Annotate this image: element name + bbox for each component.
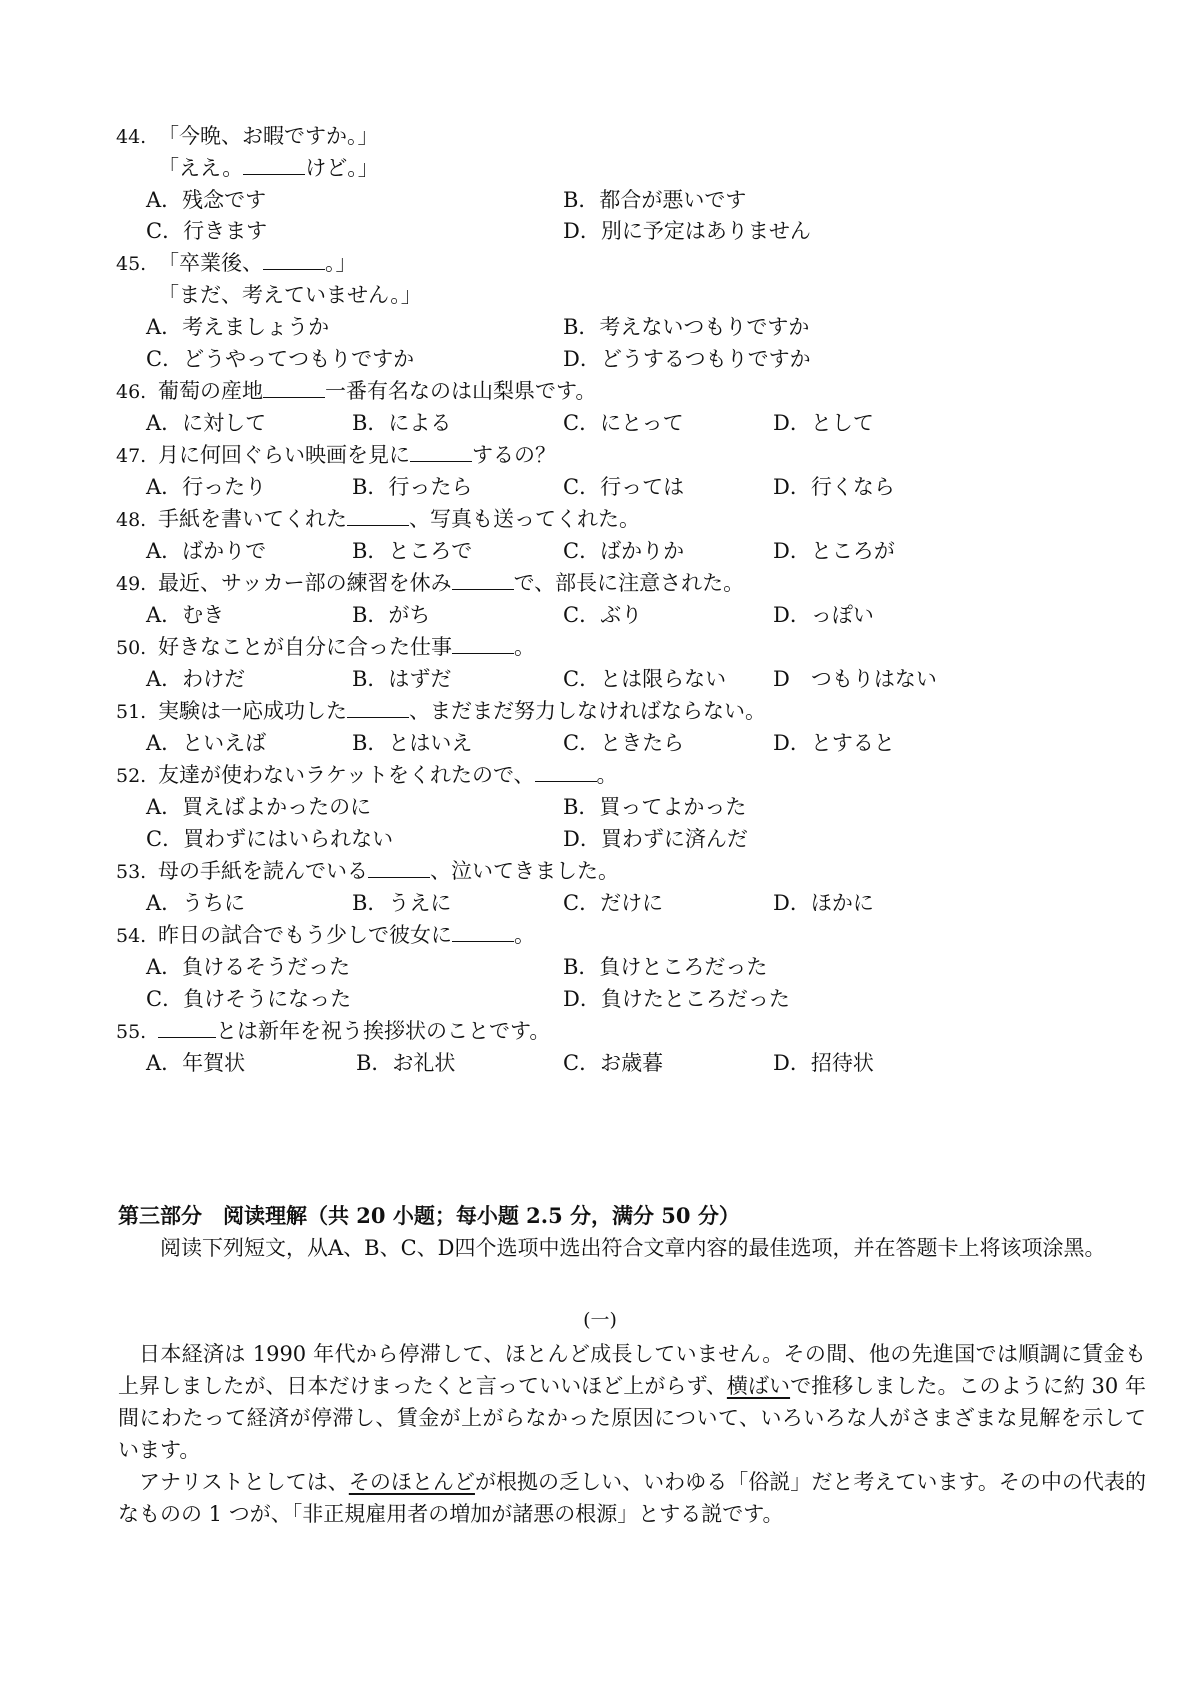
question-number: 44.: [116, 126, 147, 148]
option-a: A．わけだ: [146, 667, 246, 691]
option-d: D．として: [773, 411, 874, 435]
question-45-line2: 「まだ、考えていません。」: [158, 283, 422, 307]
text-segment: 日本経済は 1990 年代から停滞して、ほとんど成長していません。その間、他の先進国では順調に賃金も上昇しましたが、日本だけまったくと言っていいほど上がらず、: [118, 1342, 1146, 1398]
question-51: [116, 695, 766, 725]
question-number: 54.: [116, 925, 147, 947]
option-b: B．がち: [352, 603, 431, 627]
text-segment: 最近、サッカー部の練習を休み: [158, 571, 452, 595]
option-b: B．行ったら: [352, 475, 473, 499]
text-segment: 手紙を書いてくれた: [158, 507, 347, 531]
text-segment: 。: [514, 923, 535, 947]
option-d: D．招待状: [773, 1051, 874, 1075]
text-segment: で、部長に注意された。: [513, 571, 745, 595]
question-number: 52.: [116, 765, 147, 787]
text-segment: で推移しました。このように約 30 年間にわたって経済が停滞し、賃金が上がらなかった原因について、いろいろな人がさまざまな見解を示しています。: [118, 1374, 1146, 1462]
question-number: 53.: [116, 861, 147, 883]
option-b: B．都合が悪いです: [563, 188, 747, 212]
text-segment: 。」: [325, 251, 357, 275]
option-c: C．負けそうになった: [146, 987, 352, 1011]
text-segment: 昨日の試合でもう少しで彼女に: [158, 923, 452, 947]
text-segment: 月に何回ぐらい映画を見に: [158, 443, 410, 467]
option-d: D．行くなら: [773, 475, 895, 499]
option-c: C．ときたら: [563, 731, 685, 755]
answer-blank: [535, 763, 597, 782]
question-49: [116, 567, 744, 597]
option-a: A．残念です: [146, 188, 267, 212]
question-number: 55.: [116, 1021, 147, 1043]
question-number: 45.: [116, 253, 147, 275]
question-50: [116, 631, 535, 661]
section-instruction: 阅读下列短文，从A、B、C、D四个选项中选出符合文章内容的最佳选项，并在答题卡上将该项涂黑。: [160, 1236, 1106, 1260]
option-d: D．どうするつもりですか: [563, 347, 811, 371]
text-segment: 「ええ。: [158, 156, 244, 180]
question-44: [116, 120, 379, 150]
option-b: B．ところで: [352, 539, 473, 563]
option-c: C．ぶり: [563, 603, 643, 627]
text-segment: アナリストとしては、: [139, 1470, 349, 1494]
answer-blank: [452, 571, 514, 590]
option-d: D．買わずに済んだ: [563, 827, 748, 851]
option-b: B．お礼状: [356, 1051, 456, 1075]
question-text: 「今晩、お暇ですか。」: [158, 124, 379, 148]
answer-blank: [368, 859, 430, 878]
option-a: A．買えばよかったのに: [146, 795, 372, 819]
option-c: C．だけに: [563, 891, 664, 915]
option-a: A．行ったり: [146, 475, 267, 499]
option-c: C．にとって: [563, 411, 684, 435]
option-a: A．年賀状: [146, 1051, 246, 1075]
question-number: 48.: [116, 509, 147, 531]
option-c: C．どうやってつもりですか: [146, 347, 415, 371]
text-segment: 一番有名なのは山梨県です。: [325, 379, 597, 403]
option-d: D．ところが: [773, 539, 895, 563]
text-segment: が根拠の乏しい、いわゆる「俗説」だと考えています。その中の代表的なものの 1 つが、「非正規雇用者の増加が諸悪の根源」とする説です。: [118, 1470, 1146, 1526]
question-number: 49.: [116, 573, 147, 595]
passage-paragraph-2: [118, 1466, 1146, 1530]
text-segment: 葡萄の産地: [158, 379, 263, 403]
option-d: D．とすると: [773, 731, 895, 755]
option-c: C．買わずにはいられない: [146, 827, 394, 851]
question-48: [116, 503, 640, 533]
text-segment: 、写真も送ってくれた。: [409, 507, 640, 531]
option-a: A．負けるそうだった: [146, 955, 351, 979]
option-a: A．といえば: [146, 731, 267, 755]
passage-paragraph-1: [118, 1338, 1146, 1466]
option-b: B．買ってよかった: [563, 795, 747, 819]
section-title: 第三部分 阅读理解（共 20 小题；每小题 2.5 分，满分 50 分）: [118, 1203, 740, 1228]
question-46: [116, 375, 596, 405]
underlined-term: そのほとんど: [348, 1470, 475, 1494]
option-b: B．うえに: [352, 891, 452, 915]
answer-blank: [452, 923, 514, 942]
question-number: 47.: [116, 445, 147, 467]
option-d: D つもりはない: [773, 667, 937, 691]
text-segment: 。: [514, 635, 535, 659]
answer-blank: [410, 443, 472, 462]
option-a: A．考えましょうか: [146, 315, 330, 339]
text-segment: 、まだまだ努力しなければならない。: [409, 699, 766, 723]
option-b: B．考えないつもりですか: [563, 315, 810, 339]
option-a: A．に対して: [146, 411, 267, 435]
option-d: D．負けたところだった: [563, 987, 790, 1011]
question-55: [116, 1015, 550, 1045]
text-segment: 、泣いてきました。: [430, 859, 619, 883]
question-45: [116, 247, 357, 277]
underlined-term: 横ばい: [726, 1374, 791, 1398]
option-d: D．っぽい: [773, 603, 874, 627]
option-a: A．むき: [146, 603, 225, 627]
answer-blank: [347, 699, 409, 718]
answer-blank: [243, 156, 305, 175]
text-segment: 母の手紙を読んでいる: [158, 859, 368, 883]
text-segment: するの？: [472, 443, 556, 467]
answer-blank: [158, 1019, 216, 1038]
text-segment: 実験は一応成功した: [158, 699, 347, 723]
text-segment: 友達が使わないラケットをくれたので、: [158, 763, 535, 787]
option-b: B．とはいえ: [352, 731, 473, 755]
option-d: D．ほかに: [773, 891, 874, 915]
answer-blank: [263, 379, 325, 398]
question-52: [116, 759, 618, 789]
text-segment: 好きなことが自分に合った仕事: [158, 635, 452, 659]
passage-label: (一): [583, 1309, 617, 1331]
option-b: B．による: [352, 411, 452, 435]
question-53: [116, 855, 619, 885]
question-number: 51.: [116, 701, 147, 723]
option-c: C．とは限らない: [563, 667, 727, 691]
option-a: A．うちに: [146, 891, 246, 915]
answer-blank: [347, 507, 409, 526]
text-segment: けど。」: [305, 156, 379, 180]
answer-blank: [452, 635, 514, 654]
option-d: D．別に予定はありません: [563, 219, 811, 243]
option-a: A．ばかりで: [146, 539, 267, 563]
question-number: 50.: [116, 637, 147, 659]
text-segment: とは新年を祝う挨拶状のことです。: [216, 1019, 551, 1043]
option-c: C．ばかりか: [563, 539, 685, 563]
question-54: [116, 919, 535, 949]
option-b: B．負けところだった: [563, 955, 768, 979]
option-b: B．はずだ: [352, 667, 452, 691]
option-c: C．お歳暮: [563, 1051, 664, 1075]
question-number: 46.: [116, 381, 147, 403]
text-segment: 「卒業後、: [158, 251, 263, 275]
question-44-line2: [158, 152, 379, 182]
option-c: C．行っては: [563, 475, 685, 499]
option-c: C．行きます: [146, 219, 268, 243]
text-segment: 。: [596, 763, 618, 787]
answer-blank: [263, 251, 325, 270]
question-47: [116, 439, 556, 469]
